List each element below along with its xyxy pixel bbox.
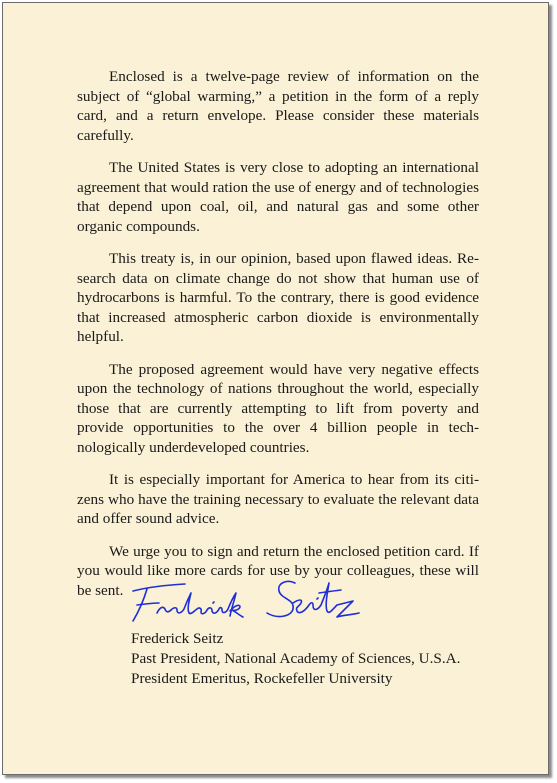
paragraph-5: It is especially important for America to hear from its citizens who have the training necessary to evaluate the relevant data and offer sound advice. xyxy=(77,471,479,527)
paragraph-6: We urge you to sign and return the enclosed petition card. If you would like more cards for use by your colleagues, these will be sent. xyxy=(77,542,479,599)
paragraph-3: This treaty is, in our opinion, based upon flawed ideas. Research data on climate change do not show that human use of hydrocarbons is harmful. To the contrary, there is good evidence that increased atmospheric carbon dioxide is environmentally helpful. xyxy=(77,250,479,345)
signer-name: Frederick Seitz xyxy=(131,630,224,647)
signer-title-1: Past President, National Academy of Sciences, U.S.A. xyxy=(131,650,461,667)
signer-title-2: President Emeritus, Rockefeller University xyxy=(131,670,393,687)
letter-page xyxy=(2,2,549,775)
letter-body xyxy=(77,67,479,613)
paragraph-1: Enclosed is a twelve-page review of information on the subject of “global warming,” a petition in the form of a reply card, and a return envelope. Please consider these materials carefully. xyxy=(77,68,479,144)
paragraph-2: The United States is very close to adopting an international agreement that would ration the use of energy and of technologies that depend upon coal, oil, and natural gas and some other organic compounds. xyxy=(77,159,479,235)
handwritten-signature xyxy=(127,569,377,631)
paragraph-4: The proposed agreement would have very negative effects upon the technology of nations throughout the world, especially those that are currently attempting to lift from poverty and provide opportunities to the over 4 billion people in technologically underdeveloped countries. xyxy=(77,360,479,456)
signer-block xyxy=(131,629,460,689)
